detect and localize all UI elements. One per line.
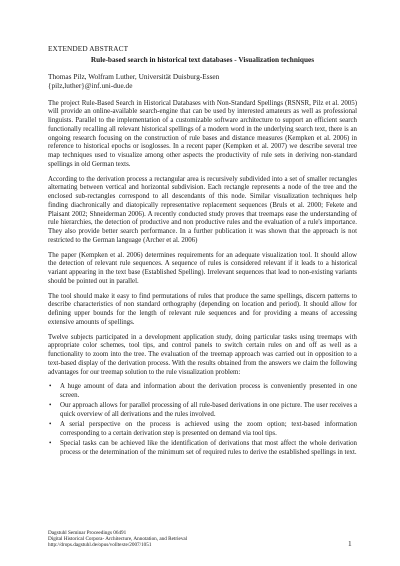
footer-url[interactable]: http://drops.dagstuhl.de/opus/volltexte/2007/1051 [48, 541, 152, 548]
list-item [48, 402, 357, 420]
footer-proceedings: Dagstuhl Seminar Proceedings 06491 [48, 530, 127, 536]
paragraph-tool: The tool should make it easy to find permutations of rules that produce the same spellings, discern patterns to describe characteristics of non standard orthography (depending on location and period). It should allow for defining upper bounds for the length of relevant rule sequences and for providing a means of accessing extensive amounts of spellings. [48, 292, 357, 326]
list-item [48, 421, 357, 439]
list-item-text: Special tasks can be achieved like the identification of derivations that most affect the whole derivation process or the determination of the minimum set of required rules to derive the established spellings in text. [60, 440, 357, 457]
paper-title: Rule-based search in historical text databases - Visualization techniques [90, 55, 315, 64]
list-item [48, 383, 357, 401]
paragraph-study: Twelve subjects participated in a development application study, doing particular tasks using treemaps with appropriate color schemes, tool tips, and control panels to switch certain rules on and off as well as a functionality to zoom into the tree. The evaluation of the treemap approach was carried out in opposition to a text-based display of the derivation process. With the results obtained from the answers we claim the following advantages for our treemap solution to the rule visualization problem: [48, 333, 357, 376]
paragraph-requirements: The paper (Kempken et al. 2006) determines requirements for an adequate visualization tool. It should allow the detection of relevant rule sequences. A sequence of rules is considered relevant if it leads to a historical variant appearing in the text base (Established Spelling). Irrelevant sequences that lead to non-existing variants should be pointed out in parallel. [48, 251, 357, 285]
paper-kicker: EXTENDED ABSTRACT [48, 44, 129, 53]
footer-volume: Digital Historical Corpora- Architecture, Annotation, and Retrieval [48, 535, 188, 542]
paper-authors: Thomas Pilz, Wolfram Luther, Universität Duisburg-Essen [48, 72, 220, 81]
paragraph-intro: The project Rule-Based Search in Historical Databases with Non-Standard Spellings (RSNSR, Pilz et al. 2005) will provide an online-available search-engine that can be used by interested amateurs as well as professional linguists. Parallel to the implementation of a customizable software architecture to support an efficient search functionally recalling all relevant historical spellings of a modern word in the underlying search text, there is an ongoing research focusing on the construction of rule bases and distance measures (Kempken et al. 2006) in reference to historical epochs or isoglosses. In a recent paper (Kempken et al. 2007) we describe several tree map techniques used to visualize among other aspects the productivity of rule sets in deriving non-standard spellings in old German texts. [48, 99, 357, 168]
list-item-text: Our approach allows for parallel processing of all rule-based derivations in one picture. The user receives a quick overview of all derivations and the rules involved. [60, 402, 357, 419]
paper-page [48, 44, 357, 459]
author-email: {pilz,luther}@inf.uni-due.de [48, 81, 133, 91]
bullet-icon: • [49, 383, 52, 391]
list-item-text: A serial perspective on the process is achieved using the zoom option; text-based information corresponding to a certain derivation step is presented on demand via tool tips. [60, 421, 357, 438]
bullet-icon: • [49, 421, 52, 429]
list-item [48, 440, 357, 458]
paragraph-derivation: According to the derivation process a rectangular area is recursively subdivided into a set of smaller rectangles alternating between vertical and horizontal subdivision. Each rectangle represents a node of the tree and the enclosed sub-rectangles correspond to all descendants of this node. Similar visualization techniques help finding diachronically and diatopically representative replacement sequences (Bruls et al. 2000; Fekete and Plaisant 2002; Shneiderman 2006). A recently conducted study proves that treemaps ease the understanding of rule hierarchies, the detection of productive and non productive rules and the evaluation of a rule's importance. They also provide better search performance. In a further publication it was shown that the approach is not restricted to the German language (Archer et al. 2006) [48, 175, 357, 244]
page-number: 1 [348, 539, 352, 548]
bullet-icon: • [49, 402, 52, 410]
bullet-icon: • [49, 440, 52, 448]
advantages-list [48, 383, 357, 458]
page-footer [48, 531, 187, 548]
list-item-text: A huge amount of data and information about the derivation process is conveniently presented in one screen. [60, 383, 357, 400]
